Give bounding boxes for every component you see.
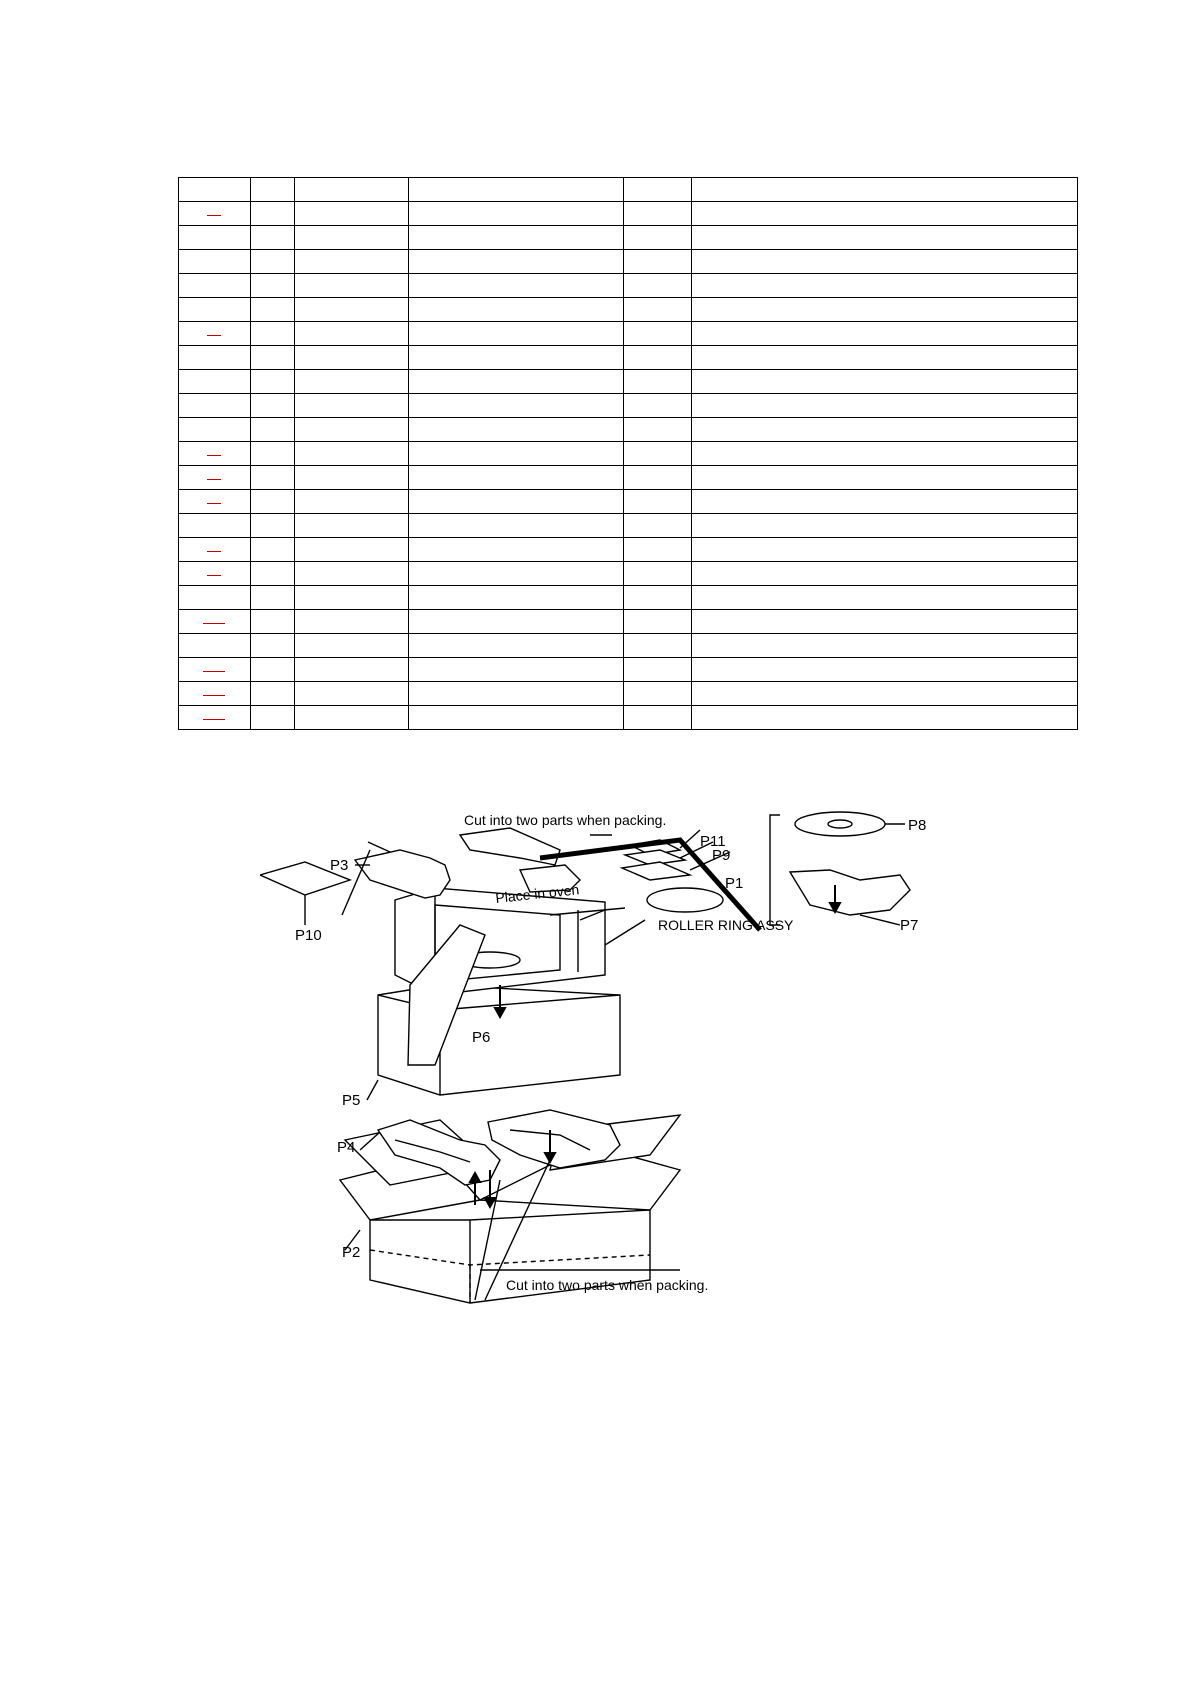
table-cell bbox=[624, 298, 692, 322]
table-cell bbox=[409, 298, 624, 322]
table-cell bbox=[295, 682, 409, 706]
table-row bbox=[179, 346, 1078, 370]
table-row bbox=[179, 370, 1078, 394]
table-cell bbox=[692, 418, 1078, 442]
table-cell bbox=[179, 274, 251, 298]
table-cell bbox=[179, 370, 251, 394]
table-cell bbox=[624, 346, 692, 370]
table-row bbox=[179, 586, 1078, 610]
table-row bbox=[179, 490, 1078, 514]
table-cell bbox=[251, 538, 295, 562]
table-cell bbox=[692, 706, 1078, 730]
table-cell bbox=[624, 250, 692, 274]
revision-mark bbox=[207, 335, 221, 336]
table-cell bbox=[624, 610, 692, 634]
table-cell bbox=[692, 274, 1078, 298]
table-cell bbox=[692, 442, 1078, 466]
table-cell bbox=[409, 562, 624, 586]
table-cell bbox=[251, 706, 295, 730]
table-row bbox=[179, 682, 1078, 706]
table-cell bbox=[409, 394, 624, 418]
table-cell bbox=[624, 538, 692, 562]
table-cell bbox=[409, 538, 624, 562]
revision-mark bbox=[203, 695, 225, 696]
table-cell bbox=[692, 658, 1078, 682]
table-cell bbox=[409, 202, 624, 226]
table-cell bbox=[624, 514, 692, 538]
table-cell bbox=[624, 562, 692, 586]
table-cell bbox=[179, 394, 251, 418]
table-cell bbox=[409, 634, 624, 658]
table-row bbox=[179, 298, 1078, 322]
table-cell bbox=[409, 706, 624, 730]
table-row bbox=[179, 202, 1078, 226]
table-cell bbox=[251, 514, 295, 538]
table-cell bbox=[624, 490, 692, 514]
table-cell bbox=[251, 394, 295, 418]
table-cell bbox=[179, 346, 251, 370]
table-cell bbox=[409, 586, 624, 610]
table-row bbox=[179, 322, 1078, 346]
cut-note-bottom: Cut into two parts when packing. bbox=[506, 1277, 709, 1293]
table-cell bbox=[692, 346, 1078, 370]
table-cell bbox=[295, 274, 409, 298]
table-cell bbox=[692, 394, 1078, 418]
packing-diagram bbox=[260, 810, 1020, 1320]
table-body bbox=[179, 178, 1078, 730]
table-cell bbox=[295, 490, 409, 514]
parts-table bbox=[178, 177, 1078, 730]
table-cell bbox=[179, 562, 251, 586]
table-cell bbox=[295, 658, 409, 682]
table-cell bbox=[624, 322, 692, 346]
table-cell bbox=[295, 226, 409, 250]
table-cell bbox=[179, 250, 251, 274]
cushion-p4-right bbox=[488, 1110, 620, 1168]
table-cell bbox=[692, 250, 1078, 274]
label-p11: P11 bbox=[700, 833, 726, 850]
table-cell bbox=[179, 298, 251, 322]
table-cell bbox=[624, 274, 692, 298]
table-cell bbox=[409, 610, 624, 634]
table-cell bbox=[251, 562, 295, 586]
table-row bbox=[179, 442, 1078, 466]
table-cell bbox=[624, 682, 692, 706]
table-cell bbox=[295, 370, 409, 394]
table-row bbox=[179, 562, 1078, 586]
table-cell bbox=[179, 466, 251, 490]
table-cell bbox=[179, 202, 251, 226]
table-cell bbox=[295, 394, 409, 418]
table-row bbox=[179, 274, 1078, 298]
table-cell bbox=[251, 466, 295, 490]
table-cell bbox=[624, 394, 692, 418]
table-cell bbox=[251, 586, 295, 610]
label-p5: P5 bbox=[342, 1092, 361, 1109]
table-cell bbox=[692, 226, 1078, 250]
revision-mark bbox=[207, 455, 221, 456]
table-row bbox=[179, 514, 1078, 538]
table-cell bbox=[251, 274, 295, 298]
label-p7: P7 bbox=[900, 917, 919, 934]
table-cell bbox=[409, 250, 624, 274]
table-row bbox=[179, 226, 1078, 250]
table-cell bbox=[295, 250, 409, 274]
table-cell bbox=[179, 442, 251, 466]
table-cell bbox=[624, 586, 692, 610]
table-cell bbox=[692, 610, 1078, 634]
table-row bbox=[179, 466, 1078, 490]
table-cell bbox=[251, 658, 295, 682]
table-cell bbox=[624, 706, 692, 730]
table-row bbox=[179, 250, 1078, 274]
table-cell bbox=[295, 346, 409, 370]
label-p9: P9 bbox=[712, 847, 731, 864]
table-cell bbox=[409, 418, 624, 442]
table-cell bbox=[179, 634, 251, 658]
table-cell bbox=[251, 250, 295, 274]
table-cell bbox=[692, 514, 1078, 538]
revision-mark bbox=[207, 479, 221, 480]
revision-mark bbox=[203, 671, 225, 672]
label-p3: P3 bbox=[330, 857, 349, 874]
table-cell bbox=[295, 178, 409, 202]
table-cell bbox=[409, 346, 624, 370]
table-row bbox=[179, 610, 1078, 634]
table-cell bbox=[251, 178, 295, 202]
table-cell bbox=[179, 538, 251, 562]
label-p10: P10 bbox=[295, 927, 322, 944]
table-cell bbox=[624, 202, 692, 226]
table-cell bbox=[692, 202, 1078, 226]
table-cell bbox=[409, 226, 624, 250]
table-cell bbox=[409, 178, 624, 202]
revision-mark bbox=[207, 575, 221, 576]
label-p4: P4 bbox=[337, 1139, 356, 1156]
roller-ring-label: ROLLER RING ASSY bbox=[658, 917, 794, 933]
table-cell bbox=[179, 418, 251, 442]
table-cell bbox=[251, 634, 295, 658]
table-cell bbox=[179, 610, 251, 634]
table-cell bbox=[295, 586, 409, 610]
glass-tray-p8 bbox=[795, 812, 885, 836]
table-cell bbox=[295, 298, 409, 322]
table-cell bbox=[295, 442, 409, 466]
table-row bbox=[179, 178, 1078, 202]
table-cell bbox=[692, 634, 1078, 658]
table-cell bbox=[179, 706, 251, 730]
label-p6: P6 bbox=[472, 1029, 491, 1046]
table-cell bbox=[692, 490, 1078, 514]
table-cell bbox=[251, 346, 295, 370]
revision-mark bbox=[203, 623, 225, 624]
table-cell bbox=[251, 682, 295, 706]
table-cell bbox=[409, 322, 624, 346]
table-cell bbox=[624, 634, 692, 658]
table-cell bbox=[295, 202, 409, 226]
table-cell bbox=[179, 586, 251, 610]
label-p8: P8 bbox=[908, 817, 927, 834]
table-cell bbox=[295, 514, 409, 538]
revision-mark bbox=[207, 503, 221, 504]
table-cell bbox=[295, 538, 409, 562]
table-cell bbox=[295, 610, 409, 634]
table-cell bbox=[295, 706, 409, 730]
table-cell bbox=[692, 178, 1078, 202]
table-cell bbox=[692, 562, 1078, 586]
table-cell bbox=[692, 298, 1078, 322]
revision-mark bbox=[207, 551, 221, 552]
revision-mark bbox=[203, 719, 225, 720]
tray-pad-p7 bbox=[790, 870, 910, 915]
table-cell bbox=[409, 490, 624, 514]
table-cell bbox=[179, 682, 251, 706]
table-cell bbox=[295, 562, 409, 586]
table-cell bbox=[624, 418, 692, 442]
table-row bbox=[179, 706, 1078, 730]
place-in-oven-label: Place in oven bbox=[494, 881, 580, 906]
roller-ring-assy bbox=[647, 888, 723, 912]
table-cell bbox=[179, 322, 251, 346]
table-cell bbox=[295, 634, 409, 658]
table-cell bbox=[251, 490, 295, 514]
table-cell bbox=[624, 658, 692, 682]
table-cell bbox=[409, 682, 624, 706]
table-cell bbox=[179, 514, 251, 538]
table-cell bbox=[179, 226, 251, 250]
table-cell bbox=[409, 514, 624, 538]
table-cell bbox=[251, 322, 295, 346]
table-cell bbox=[295, 466, 409, 490]
table-row bbox=[179, 418, 1078, 442]
table-cell bbox=[624, 178, 692, 202]
table-cell bbox=[251, 610, 295, 634]
table-cell bbox=[295, 322, 409, 346]
table-cell bbox=[692, 586, 1078, 610]
revision-mark bbox=[207, 215, 221, 216]
table-cell bbox=[692, 538, 1078, 562]
label-p2: P2 bbox=[342, 1244, 361, 1261]
label-p1: P1 bbox=[725, 875, 744, 892]
table-cell bbox=[409, 658, 624, 682]
table-cell bbox=[251, 226, 295, 250]
table-cell bbox=[179, 658, 251, 682]
table-cell bbox=[251, 202, 295, 226]
table-cell bbox=[624, 370, 692, 394]
table-cell bbox=[409, 370, 624, 394]
table-cell bbox=[624, 442, 692, 466]
table-row bbox=[179, 634, 1078, 658]
table-cell bbox=[409, 274, 624, 298]
table-cell bbox=[409, 466, 624, 490]
table-cell bbox=[409, 442, 624, 466]
table-cell bbox=[251, 418, 295, 442]
table-cell bbox=[295, 418, 409, 442]
table-cell bbox=[179, 490, 251, 514]
table-cell bbox=[251, 298, 295, 322]
table-row bbox=[179, 658, 1078, 682]
table-cell bbox=[624, 226, 692, 250]
table-row bbox=[179, 538, 1078, 562]
table-cell bbox=[179, 178, 251, 202]
table-cell bbox=[624, 466, 692, 490]
table-cell bbox=[692, 370, 1078, 394]
table-cell bbox=[692, 682, 1078, 706]
table-cell bbox=[251, 442, 295, 466]
cut-note-top: Cut into two parts when packing. bbox=[464, 812, 667, 828]
table-cell bbox=[251, 370, 295, 394]
table-row bbox=[179, 394, 1078, 418]
table-cell bbox=[692, 322, 1078, 346]
table-cell bbox=[692, 466, 1078, 490]
